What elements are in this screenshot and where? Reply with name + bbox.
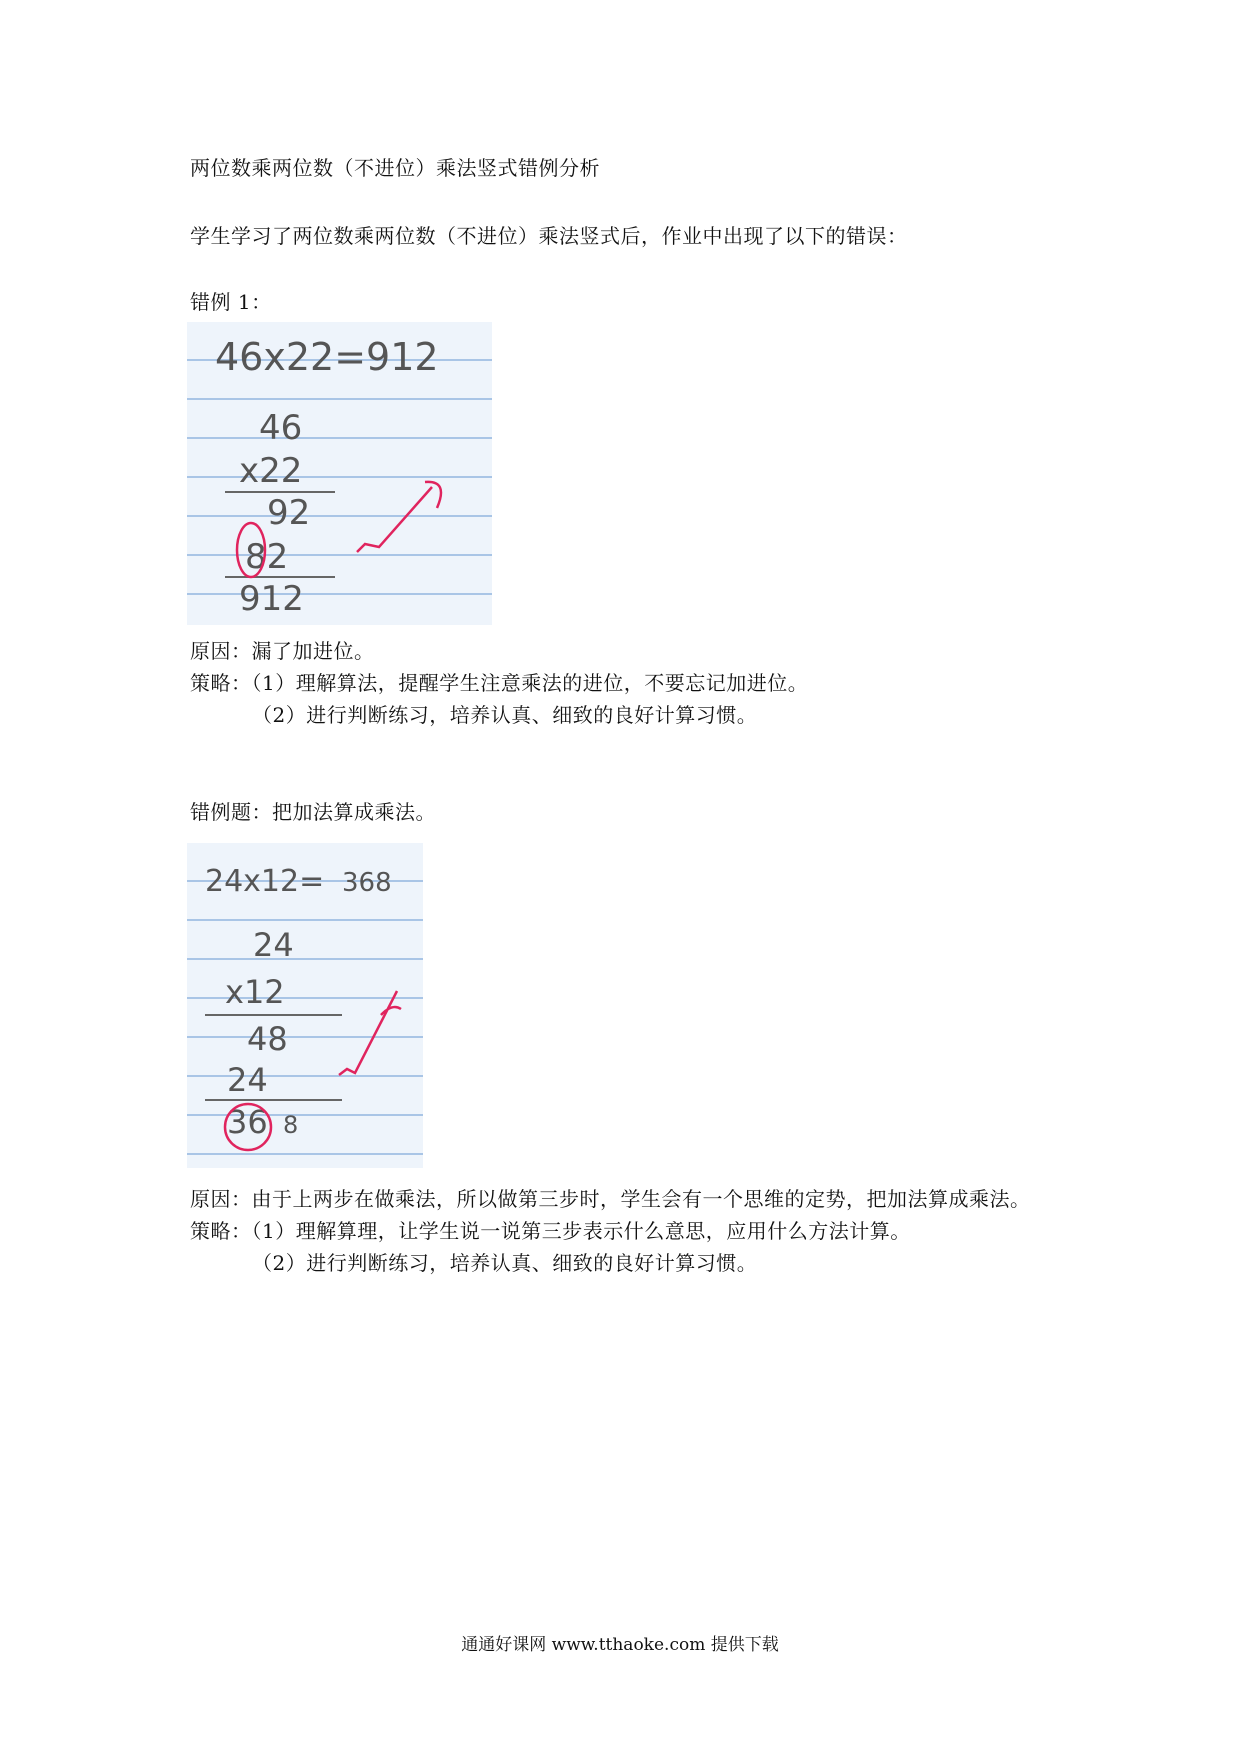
example2-reason: 原因：由于上两步在做乘法，所以做第三步时，学生会有一个思维的定势，把加法算成乘法。 bbox=[190, 1187, 1031, 1211]
example2-strategy1: 策略：（1）理解算理，让学生说一说第三步表示什么意思，应用什么方法计算。 bbox=[190, 1219, 911, 1243]
ex2-equation: 24x12= bbox=[205, 864, 325, 899]
ex2-correction-mark bbox=[339, 991, 401, 1075]
doc-title: 两位数乘两位数（不进位）乘法竖式错例分析 bbox=[190, 156, 600, 180]
ex2-partial2: 24 bbox=[227, 1061, 268, 1099]
example2-strategy2: （2）进行判断练习，培养认真、细致的良好计算习惯。 bbox=[252, 1251, 758, 1275]
ex1-correction-mark bbox=[357, 482, 441, 552]
example1-strategy1: 策略：（1）理解算法，提醒学生注意乘法的进位，不要忘记加进位。 bbox=[190, 671, 809, 695]
example1-heading: 错例 1： bbox=[190, 290, 272, 314]
example1-strategy2: （2）进行判断练习，培养认真、细致的良好计算习惯。 bbox=[252, 703, 758, 727]
ex1-equation: 46x22=912 bbox=[215, 335, 439, 379]
ex2-result-last: 8 bbox=[283, 1111, 299, 1139]
ex2-result-circled: 36 bbox=[227, 1103, 268, 1141]
example2-heading: 错例题：把加法算成乘法。 bbox=[190, 800, 436, 824]
ex2-multiplicand: 24 bbox=[253, 926, 294, 964]
ex2-multiplier: x12 bbox=[225, 973, 285, 1011]
ex2-partial1: 48 bbox=[247, 1020, 288, 1058]
ex1-partial1: 92 bbox=[267, 493, 311, 533]
example1-handwriting-photo bbox=[187, 322, 492, 625]
ex2-equation-answer: 368 bbox=[342, 868, 392, 898]
intro-paragraph: 学生学习了两位数乘两位数（不进位）乘法竖式后，作业中出现了以下的错误： bbox=[190, 224, 908, 248]
ex1-partial2: 82 bbox=[245, 537, 289, 577]
ex1-multiplicand: 46 bbox=[259, 408, 303, 448]
ex1-multiplier: x22 bbox=[239, 451, 303, 491]
ex1-result: 912 bbox=[239, 579, 304, 619]
footer-credit: 通通好课网 www.tthaoke.com 提供下载 bbox=[461, 1635, 779, 1655]
example1-reason: 原因：漏了加进位。 bbox=[190, 639, 375, 663]
example2-handwriting-photo bbox=[187, 843, 423, 1168]
